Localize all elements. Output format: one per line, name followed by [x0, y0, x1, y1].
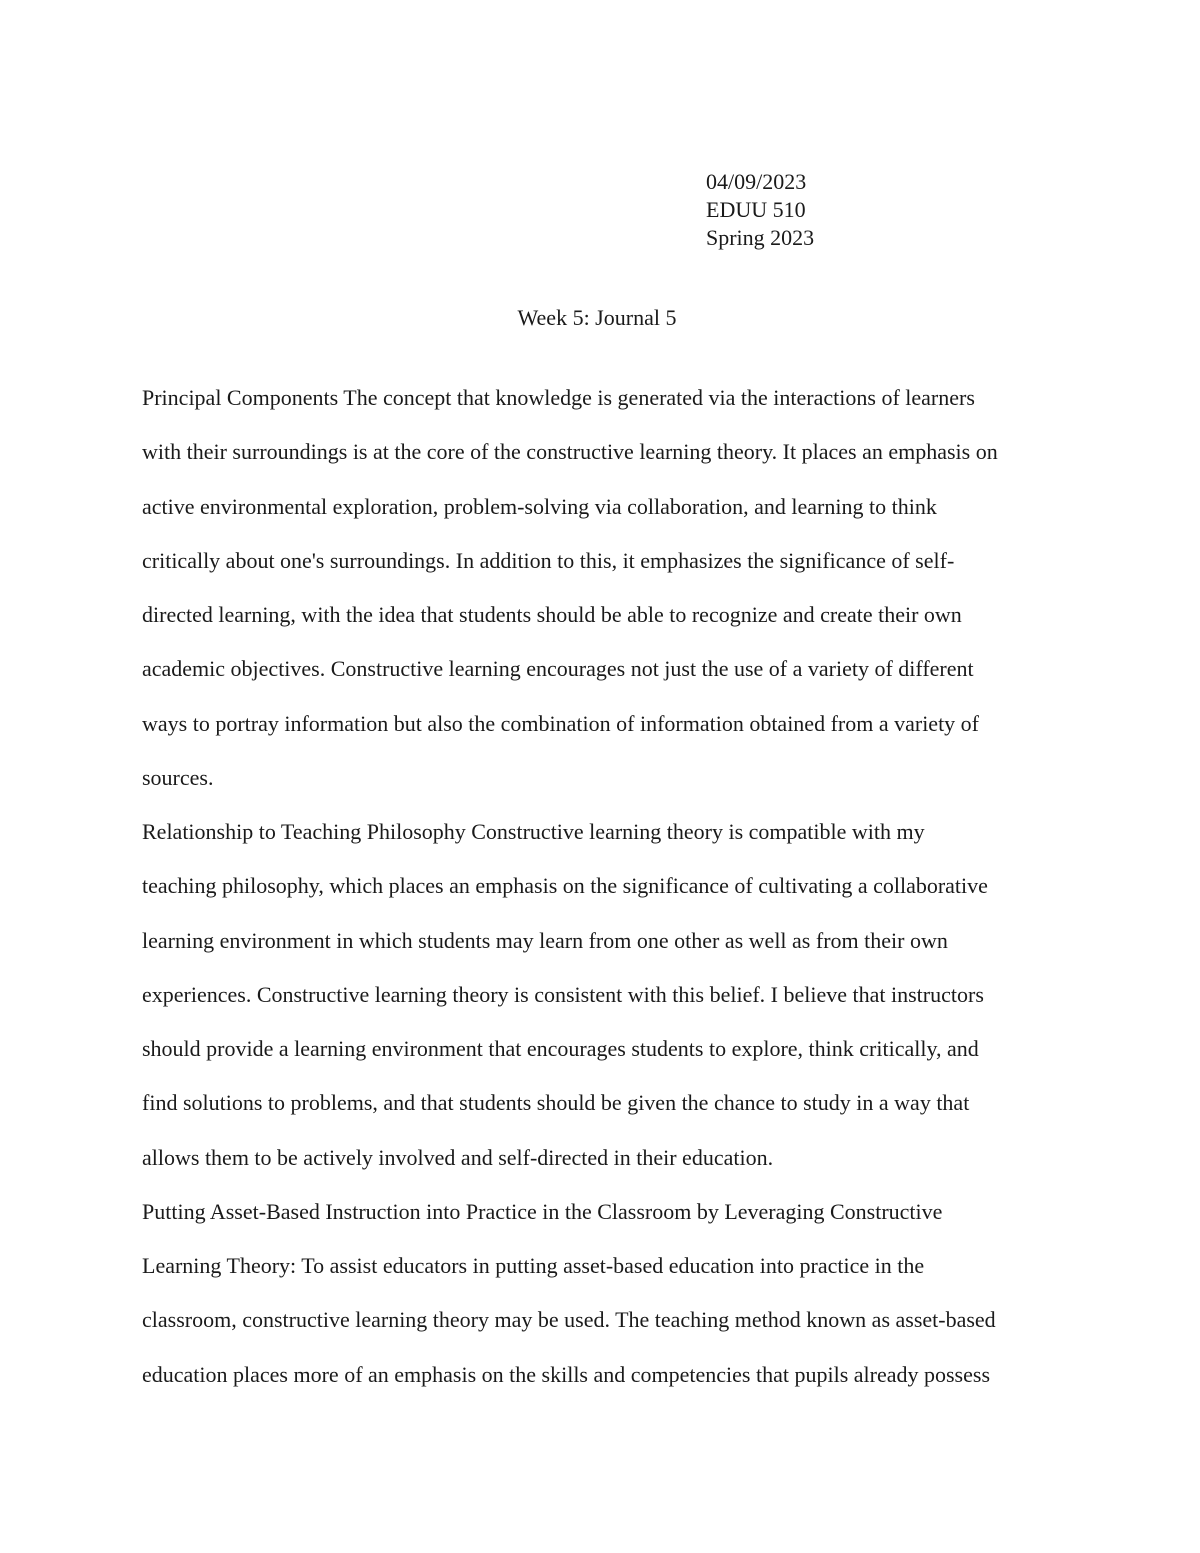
header-course: EDUU 510: [706, 197, 806, 222]
text-line: Relationship to Teaching Philosophy Constructive learning theory is compatible with my: [142, 819, 925, 844]
text-line: ways to portray information but also the combination of information obtained from a variety of: [142, 710, 980, 736]
text-line: critically about one's surroundings. In addition to this, it emphasizes the significance of self-: [142, 547, 955, 573]
text-line: directed learning, with the idea that students should be able to recognize and create their own: [142, 602, 962, 627]
text-line: academic objectives. Constructive learning encourages not just the use of a variety of different: [142, 656, 974, 682]
text-line: teaching philosophy, which places an emphasis on the significance of cultivating a collaborative: [142, 873, 988, 899]
text-line: experiences. Constructive learning theory is consistent with this belief. I believe that instructors: [142, 981, 984, 1007]
text-line: sources.: [142, 764, 214, 790]
text-line: with their surroundings is at the core of the constructive learning theory. It places an emphasis on: [142, 439, 998, 465]
header-date: 04/09/2023: [706, 169, 807, 194]
text-line: active environmental exploration, problem-solving via collaboration, and learning to think: [142, 493, 937, 519]
text-line: allows them to be actively involved and self-directed in their education.: [142, 1144, 774, 1170]
header-block: [706, 168, 814, 252]
body-text: [142, 384, 1072, 1415]
text-line: Putting Asset-Based Instruction into Practice in the Classroom by Leveraging Constructive: [142, 1198, 943, 1224]
text-line: classroom, constructive learning theory may be used. The teaching method known as asset-based: [142, 1307, 996, 1333]
document-title: Week 5: Journal 5: [517, 305, 677, 330]
header-term: Spring 2023: [706, 225, 815, 250]
text-line: find solutions to problems, and that students should be given the chance to study in a way that: [142, 1090, 970, 1116]
text-line: Learning Theory: To assist educators in putting asset-based education into practice in the: [142, 1253, 925, 1278]
text-line: should provide a learning environment that encourages students to explore, think critically, and: [142, 1036, 979, 1061]
text-line: learning environment in which students may learn from one other as well as from their own: [142, 927, 948, 953]
text-line: Principal Components The concept that knowledge is generated via the interactions of learners: [142, 385, 975, 410]
text-line: education places more of an emphasis on the skills and competencies that pupils already possess: [142, 1361, 990, 1387]
